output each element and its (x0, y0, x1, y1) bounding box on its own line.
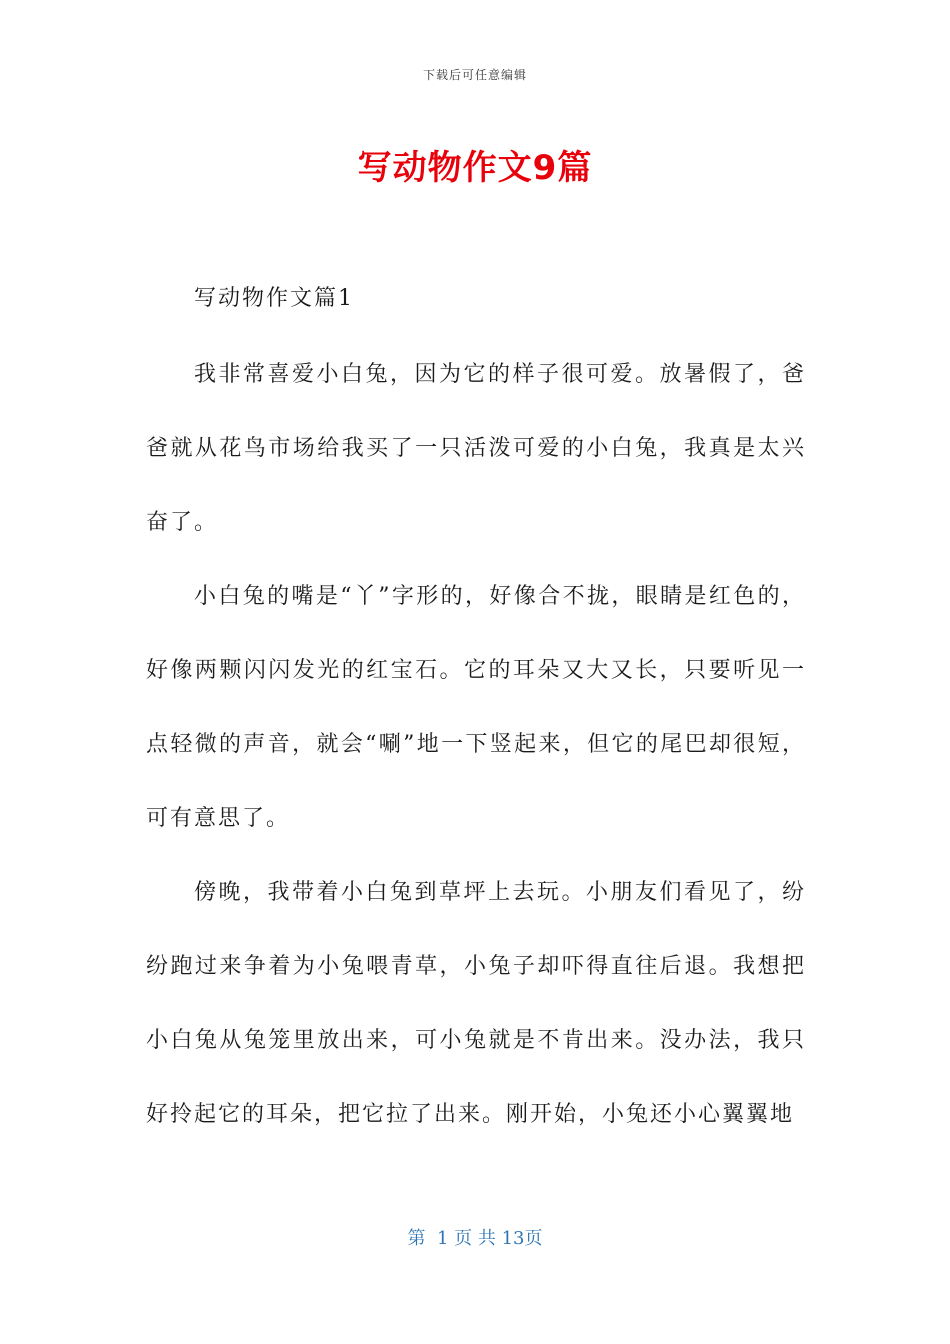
document-body (146, 262, 806, 1152)
paragraph-2: 小白兔的嘴是“丫”字形的，好像合不拢，眼睛是红色的，好像两颗闪闪发光的红宝石。它的耳朵又大又长，只要听见一点轻微的声音，就会“唰”地一下竖起来，但它的尾巴却很短，可有意思了。 (146, 584, 806, 831)
header-note: 下载后可任意编辑 (422, 68, 527, 82)
paragraph-1: 我非常喜爱小白兔，因为它的样子很可爱。放暑假了，爸爸就从花鸟市场给我买了一只活泼可爱的小白兔，我真是太兴奋了。 (146, 362, 806, 535)
section-heading: 写动物作文篇1 (194, 286, 354, 311)
page-number: 第 1 页 共 13页 (407, 1228, 543, 1249)
document-title: 写动物作文9篇 (357, 148, 593, 188)
paragraph-3: 傍晚，我带着小白兔到草坪上去玩。小朋友们看见了，纷纷跑过来争着为小兔喂青草，小兔子却吓得直往后退。我想把小白兔从兔笼里放出来，可小兔就是不肯出来。没办法，我只好拎起它的耳朵，把它拉了出来。刚开始，小兔还小心翼翼地 (146, 880, 806, 1127)
